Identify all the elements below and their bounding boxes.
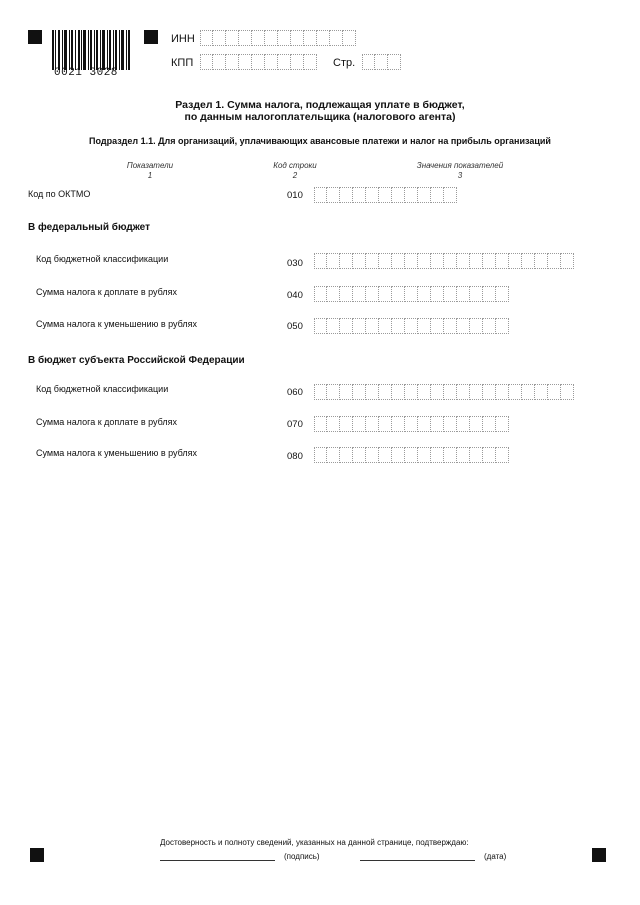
kpp-label: КПП bbox=[171, 57, 194, 69]
char-cell[interactable] bbox=[353, 286, 366, 302]
oktmo-field[interactable] bbox=[314, 187, 457, 203]
char-cell[interactable] bbox=[418, 286, 431, 302]
char-cell[interactable] bbox=[405, 253, 418, 269]
char-cell[interactable] bbox=[470, 384, 483, 400]
char-cell[interactable] bbox=[340, 286, 353, 302]
char-cell[interactable] bbox=[362, 54, 375, 70]
char-cell[interactable] bbox=[444, 286, 457, 302]
char-cell[interactable] bbox=[314, 187, 327, 203]
char-cell[interactable] bbox=[457, 416, 470, 432]
char-cell[interactable] bbox=[366, 384, 379, 400]
char-cell[interactable] bbox=[278, 54, 291, 70]
char-cell[interactable] bbox=[340, 187, 353, 203]
char-cell[interactable] bbox=[470, 416, 483, 432]
page-label: Стр. bbox=[333, 57, 356, 69]
char-cell[interactable] bbox=[366, 286, 379, 302]
char-cell[interactable] bbox=[444, 253, 457, 269]
char-cell[interactable] bbox=[327, 384, 340, 400]
char-cell[interactable] bbox=[213, 54, 226, 70]
char-cell[interactable] bbox=[252, 30, 265, 46]
subsection-title: Подраздел 1.1. Для организаций, уплачивающих авансовые платежи и налог на прибыль организаций bbox=[89, 136, 551, 146]
char-cell[interactable] bbox=[470, 447, 483, 463]
confirmation-text: Достоверность и полноту сведений, указанных на данной странице, подтверждаю: bbox=[160, 838, 469, 847]
row-label-080: Сумма налога к уменьшению в рублях bbox=[36, 448, 198, 458]
char-cell[interactable] bbox=[392, 286, 405, 302]
char-cell[interactable] bbox=[353, 447, 366, 463]
date-label: (дата) bbox=[484, 852, 507, 861]
char-cell[interactable] bbox=[353, 318, 366, 334]
char-cell[interactable] bbox=[366, 253, 379, 269]
char-cell[interactable] bbox=[431, 286, 444, 302]
char-cell[interactable] bbox=[327, 318, 340, 334]
char-cell[interactable] bbox=[379, 318, 392, 334]
row-label-040: Сумма налога к доплате в рублях bbox=[36, 287, 178, 297]
column-number: 1 bbox=[147, 171, 153, 180]
char-cell[interactable] bbox=[392, 384, 405, 400]
char-cell[interactable] bbox=[457, 318, 470, 334]
char-cell[interactable] bbox=[483, 318, 496, 334]
char-cell[interactable] bbox=[405, 384, 418, 400]
char-cell[interactable] bbox=[561, 253, 574, 269]
char-cell[interactable] bbox=[509, 384, 522, 400]
signature-line[interactable] bbox=[160, 860, 275, 861]
char-cell[interactable] bbox=[200, 54, 213, 70]
column-header-line-code bbox=[260, 161, 330, 181]
char-cell[interactable] bbox=[304, 30, 317, 46]
char-cell[interactable] bbox=[265, 30, 278, 46]
column-header-indicators bbox=[100, 161, 200, 181]
char-cell[interactable] bbox=[314, 416, 327, 432]
federal-tax-payable-field[interactable] bbox=[314, 286, 509, 302]
char-cell[interactable] bbox=[375, 54, 388, 70]
char-cell[interactable] bbox=[418, 253, 431, 269]
char-cell[interactable] bbox=[340, 318, 353, 334]
federal-tax-reduction-field[interactable] bbox=[314, 318, 509, 334]
char-cell[interactable] bbox=[314, 447, 327, 463]
char-cell[interactable] bbox=[418, 447, 431, 463]
kbk-federal-field[interactable] bbox=[314, 253, 574, 269]
char-cell[interactable] bbox=[252, 54, 265, 70]
char-cell[interactable] bbox=[213, 30, 226, 46]
char-cell[interactable] bbox=[470, 253, 483, 269]
line-code-030: 030 bbox=[287, 258, 303, 269]
signature-label: (подпись) bbox=[284, 852, 320, 861]
regional-budget-heading: В бюджет субъекта Российской Федерации bbox=[28, 355, 245, 366]
barcode-number: 0021 3028 bbox=[54, 67, 118, 79]
char-cell[interactable] bbox=[496, 384, 509, 400]
char-cell[interactable] bbox=[226, 54, 239, 70]
char-cell[interactable] bbox=[483, 447, 496, 463]
char-cell[interactable] bbox=[431, 416, 444, 432]
char-cell[interactable] bbox=[470, 318, 483, 334]
char-cell[interactable] bbox=[509, 253, 522, 269]
char-cell[interactable] bbox=[548, 253, 561, 269]
char-cell[interactable] bbox=[496, 447, 509, 463]
char-cell[interactable] bbox=[388, 54, 401, 70]
char-cell[interactable] bbox=[291, 30, 304, 46]
char-cell[interactable] bbox=[444, 318, 457, 334]
char-cell[interactable] bbox=[483, 253, 496, 269]
corner-marker-top-left bbox=[28, 30, 42, 44]
char-cell[interactable] bbox=[327, 447, 340, 463]
char-cell[interactable] bbox=[366, 447, 379, 463]
federal-budget-heading: В федеральный бюджет bbox=[28, 222, 150, 233]
char-cell[interactable] bbox=[327, 187, 340, 203]
char-cell[interactable] bbox=[379, 447, 392, 463]
column-label: Показатели bbox=[126, 161, 174, 170]
char-cell[interactable] bbox=[353, 384, 366, 400]
char-cell[interactable] bbox=[366, 318, 379, 334]
line-code-070: 070 bbox=[287, 419, 303, 430]
char-cell[interactable] bbox=[353, 187, 366, 203]
char-cell[interactable] bbox=[379, 253, 392, 269]
char-cell[interactable] bbox=[548, 384, 561, 400]
char-cell[interactable] bbox=[405, 286, 418, 302]
char-cell[interactable] bbox=[343, 30, 356, 46]
char-cell[interactable] bbox=[340, 447, 353, 463]
char-cell[interactable] bbox=[444, 416, 457, 432]
page-number-field[interactable] bbox=[362, 54, 401, 70]
char-cell[interactable] bbox=[314, 384, 327, 400]
corner-marker-top-right bbox=[144, 30, 158, 44]
char-cell[interactable] bbox=[304, 54, 317, 70]
column-header-values bbox=[400, 161, 520, 181]
barcode-image bbox=[52, 30, 130, 70]
line-code-080: 080 bbox=[287, 451, 303, 462]
char-cell[interactable] bbox=[327, 286, 340, 302]
char-cell[interactable] bbox=[330, 30, 343, 46]
row-label-060: Код бюджетной классификации bbox=[36, 384, 169, 394]
corner-marker-bottom-left bbox=[30, 848, 44, 862]
line-code-040: 040 bbox=[287, 290, 303, 301]
char-cell[interactable] bbox=[418, 187, 431, 203]
char-cell[interactable] bbox=[353, 253, 366, 269]
char-cell[interactable] bbox=[379, 286, 392, 302]
char-cell[interactable] bbox=[327, 416, 340, 432]
char-cell[interactable] bbox=[522, 253, 535, 269]
char-cell[interactable] bbox=[444, 187, 457, 203]
row-label-050: Сумма налога к уменьшению в рублях bbox=[36, 319, 198, 329]
line-code-060: 060 bbox=[287, 387, 303, 398]
column-number: 3 bbox=[457, 171, 463, 180]
char-cell[interactable] bbox=[392, 318, 405, 334]
column-label: Значения показателей bbox=[416, 161, 504, 170]
char-cell[interactable] bbox=[366, 187, 379, 203]
char-cell[interactable] bbox=[340, 384, 353, 400]
char-cell[interactable] bbox=[291, 54, 304, 70]
char-cell[interactable] bbox=[379, 187, 392, 203]
char-cell[interactable] bbox=[265, 54, 278, 70]
char-cell[interactable] bbox=[561, 384, 574, 400]
char-cell[interactable] bbox=[226, 30, 239, 46]
char-cell[interactable] bbox=[379, 384, 392, 400]
inn-field[interactable] bbox=[200, 30, 356, 46]
column-label: Код строки bbox=[273, 161, 317, 170]
line-code-010: 010 bbox=[287, 190, 303, 201]
kpp-field[interactable] bbox=[200, 54, 317, 70]
char-cell[interactable] bbox=[496, 416, 509, 432]
row-label-070: Сумма налога к доплате в рублях bbox=[36, 417, 178, 427]
char-cell[interactable] bbox=[431, 384, 444, 400]
char-cell[interactable] bbox=[535, 253, 548, 269]
char-cell[interactable] bbox=[200, 30, 213, 46]
row-label-030: Код бюджетной классификации bbox=[36, 254, 169, 264]
char-cell[interactable] bbox=[405, 447, 418, 463]
char-cell[interactable] bbox=[522, 384, 535, 400]
section-title-line2: по данным налогоплательщика (налогового агента) bbox=[184, 111, 456, 123]
char-cell[interactable] bbox=[457, 384, 470, 400]
char-cell[interactable] bbox=[239, 30, 252, 46]
char-cell[interactable] bbox=[392, 447, 405, 463]
kbk-regional-field[interactable] bbox=[314, 384, 574, 400]
char-cell[interactable] bbox=[314, 318, 327, 334]
char-cell[interactable] bbox=[457, 447, 470, 463]
regional-tax-payable-field[interactable] bbox=[314, 416, 509, 432]
char-cell[interactable] bbox=[327, 253, 340, 269]
char-cell[interactable] bbox=[239, 54, 252, 70]
char-cell[interactable] bbox=[340, 253, 353, 269]
char-cell[interactable] bbox=[431, 318, 444, 334]
char-cell[interactable] bbox=[418, 416, 431, 432]
inn-label: ИНН bbox=[171, 33, 195, 45]
char-cell[interactable] bbox=[457, 253, 470, 269]
column-number: 2 bbox=[292, 171, 298, 180]
char-cell[interactable] bbox=[405, 318, 418, 334]
char-cell[interactable] bbox=[470, 286, 483, 302]
char-cell[interactable] bbox=[535, 384, 548, 400]
char-cell[interactable] bbox=[431, 447, 444, 463]
char-cell[interactable] bbox=[366, 416, 379, 432]
char-cell[interactable] bbox=[418, 384, 431, 400]
char-cell[interactable] bbox=[353, 416, 366, 432]
line-code-050: 050 bbox=[287, 321, 303, 332]
oktmo-label: Код по ОКТМО bbox=[28, 189, 91, 199]
char-cell[interactable] bbox=[496, 286, 509, 302]
char-cell[interactable] bbox=[405, 187, 418, 203]
char-cell[interactable] bbox=[457, 286, 470, 302]
regional-tax-reduction-field[interactable] bbox=[314, 447, 509, 463]
char-cell[interactable] bbox=[317, 30, 330, 46]
char-cell[interactable] bbox=[314, 253, 327, 269]
char-cell[interactable] bbox=[392, 416, 405, 432]
char-cell[interactable] bbox=[379, 416, 392, 432]
char-cell[interactable] bbox=[444, 384, 457, 400]
char-cell[interactable] bbox=[392, 187, 405, 203]
char-cell[interactable] bbox=[418, 318, 431, 334]
section-title-line1: Раздел 1. Сумма налога, подлежащая уплате в бюджет, bbox=[175, 99, 465, 111]
char-cell[interactable] bbox=[483, 416, 496, 432]
char-cell[interactable] bbox=[392, 253, 405, 269]
char-cell[interactable] bbox=[496, 253, 509, 269]
char-cell[interactable] bbox=[431, 187, 444, 203]
char-cell[interactable] bbox=[431, 253, 444, 269]
corner-marker-bottom-right bbox=[592, 848, 606, 862]
char-cell[interactable] bbox=[278, 30, 291, 46]
char-cell[interactable] bbox=[483, 286, 496, 302]
char-cell[interactable] bbox=[496, 318, 509, 334]
char-cell[interactable] bbox=[340, 416, 353, 432]
date-line[interactable] bbox=[360, 860, 475, 861]
char-cell[interactable] bbox=[405, 416, 418, 432]
char-cell[interactable] bbox=[314, 286, 327, 302]
char-cell[interactable] bbox=[483, 384, 496, 400]
char-cell[interactable] bbox=[444, 447, 457, 463]
